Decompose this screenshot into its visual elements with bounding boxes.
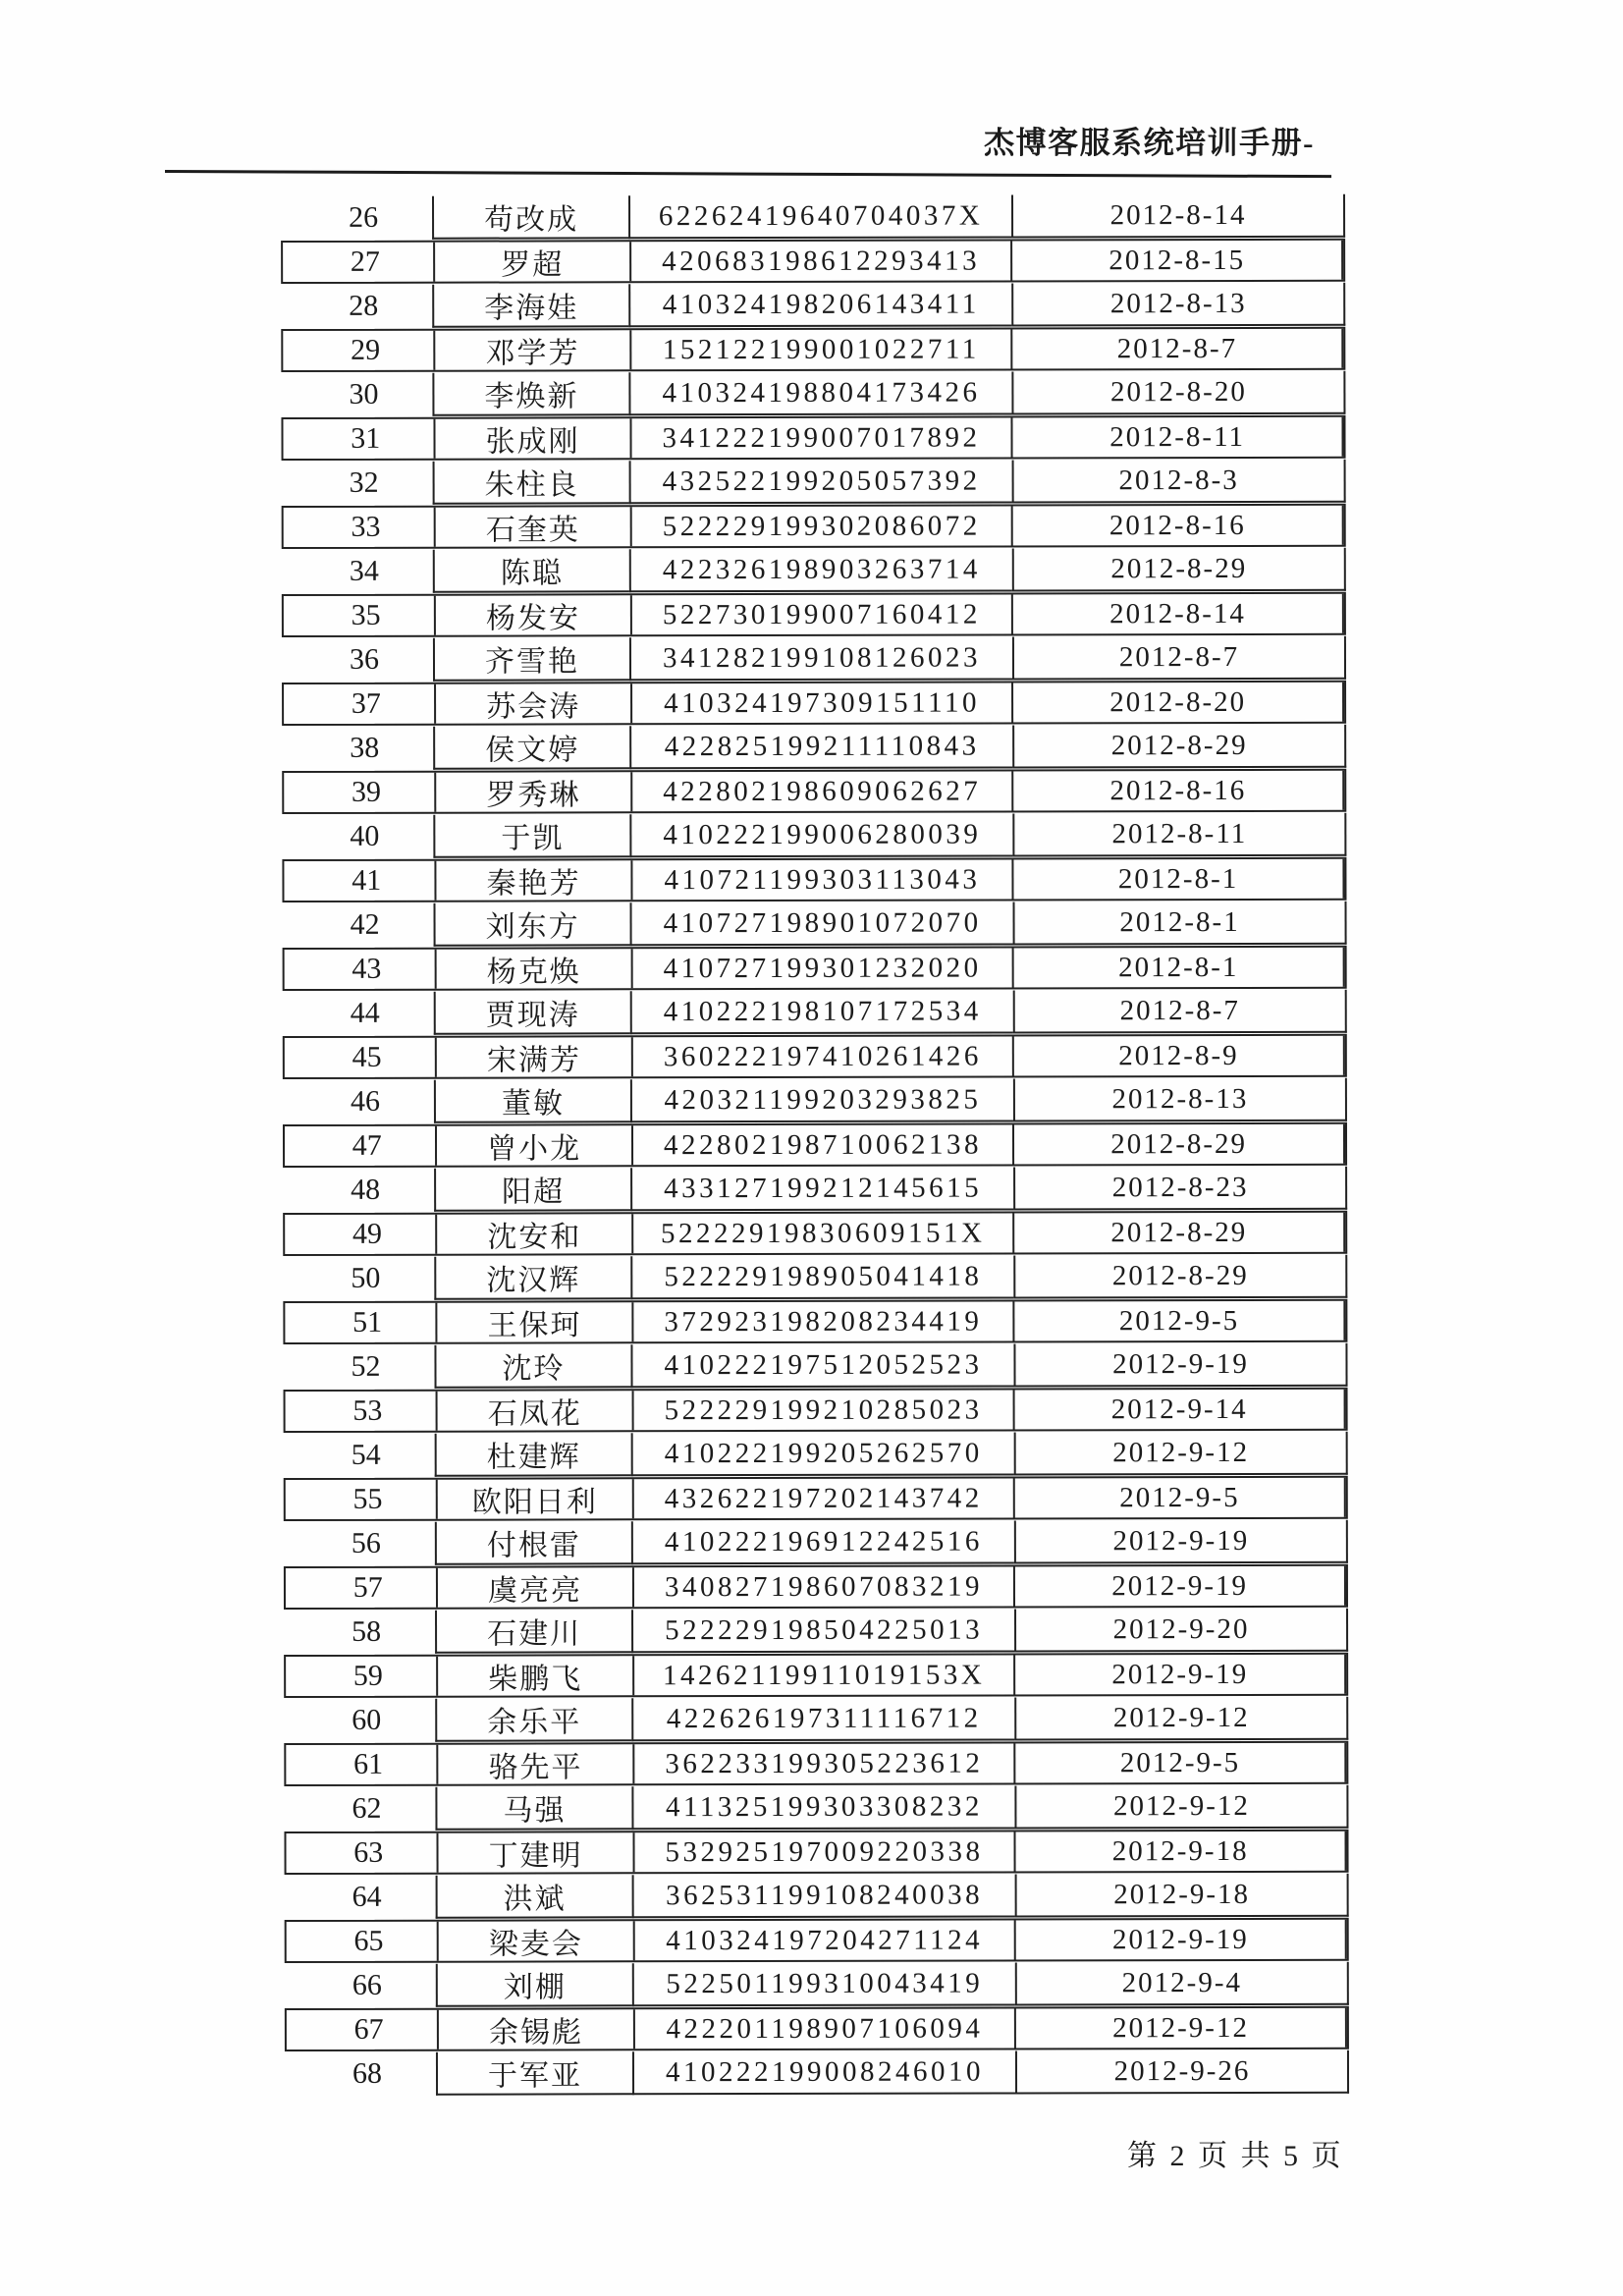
date-cell: 2012-8-14 [1011,594,1344,634]
table-row [296,460,1346,505]
date-cell: 2012-9-4 [1015,1962,1349,2006]
date-cell: 2012-9-19 [1014,1520,1348,1564]
name-cell: 洪斌 [436,1875,632,1918]
date-cell: 2012-9-12 [1014,1785,1348,1830]
date-cell: 2012-8-23 [1013,1167,1347,1211]
name-cell: 沈汉辉 [434,1256,630,1299]
row-number-cell: 42 [350,907,380,941]
id-number-cell: 522229198905041418 [630,1255,1013,1299]
id-number-cell: 362233199305223612 [632,1743,1014,1783]
row-number-cell: 63 [353,1835,384,1869]
id-number-cell: 341282199108126023 [629,636,1012,681]
table-row [283,1211,1347,1256]
name-cell: 石奎英 [434,507,629,546]
date-cell: 2012-9-19 [1013,1655,1346,1695]
date-cell: 2012-9-12 [1014,1432,1348,1476]
name-cell: 阳超 [434,1168,630,1211]
id-number-cell: 522229198504225013 [631,1609,1014,1653]
id-number-cell: 340827198607083219 [632,1566,1014,1607]
date-cell: 2012-9-19 [1013,1566,1346,1607]
table-row [298,1432,1348,1477]
name-cell: 余锡彪 [437,2009,632,2049]
table-row [285,1918,1349,1963]
table-row [285,2006,1349,2051]
date-cell: 2012-9-19 [1013,1343,1347,1388]
id-number-cell: 52222919830609151X [631,1213,1013,1253]
id-number-cell: 360222197410261426 [631,1036,1013,1076]
table-row [296,636,1346,682]
row-number-cell: 66 [352,1968,382,2001]
date-cell: 2012-8-16 [1011,771,1344,811]
table-row [298,2050,1349,2096]
row-number-cell: 45 [352,1040,382,1073]
name-cell: 苏会涛 [435,683,630,723]
row-number-cell: 53 [352,1394,383,1427]
name-cell: 贾现涛 [434,991,630,1034]
date-cell: 2012-8-20 [1011,683,1344,723]
table-row [297,902,1347,947]
name-cell: 宋满芳 [435,1037,630,1076]
name-cell: 刘棚 [436,1963,632,2006]
name-cell: 董敏 [434,1079,630,1122]
id-number-cell: 522730199007160412 [630,594,1012,634]
date-cell: 2012-8-7 [1012,636,1346,681]
row-number-cell: 38 [350,731,380,764]
date-cell: 2012-9-5 [1013,1478,1346,1518]
table-row [295,371,1345,416]
id-number-cell: 410324198206143411 [628,283,1011,327]
date-cell: 2012-9-18 [1014,1831,1347,1872]
name-cell: 李海娃 [432,284,628,327]
date-cell: 2012-9-5 [1013,1301,1346,1341]
date-cell: 2012-9-5 [1014,1743,1347,1783]
date-cell: 2012-8-11 [1011,417,1344,458]
name-cell: 张成刚 [434,418,629,458]
name-cell: 秦艳芳 [435,860,630,900]
table-row [281,327,1345,372]
row-number-cell: 54 [351,1438,381,1471]
date-cell: 2012-9-18 [1015,1874,1349,1918]
name-cell: 虞亮亮 [436,1567,631,1607]
table-row [281,415,1345,461]
date-cell: 2012-8-1 [1012,859,1345,900]
id-number-cell: 410727198901072070 [630,902,1013,946]
table-row [295,283,1345,328]
date-cell: 2012-8-29 [1012,1124,1345,1165]
date-cell: 2012-8-20 [1011,371,1345,415]
row-number-cell: 47 [352,1128,382,1162]
name-cell: 齐雪艳 [433,637,629,681]
row-number-cell: 36 [349,642,380,676]
date-cell: 2012-8-29 [1012,725,1346,769]
name-cell: 侯文婷 [433,726,629,769]
table-row [284,1830,1348,1875]
date-cell: 2012-8-13 [1011,283,1345,327]
date-cell: 2012-8-14 [1011,194,1345,239]
date-cell: 2012-8-1 [1013,902,1347,946]
table-row [297,1255,1347,1300]
name-cell: 马强 [435,1786,631,1830]
row-number-cell: 56 [351,1526,381,1559]
id-number-cell: 422825199211110843 [629,725,1012,769]
row-number-cell: 48 [351,1173,381,1206]
row-number-cell: 49 [352,1217,382,1250]
table-row [284,1388,1348,1433]
table-row [298,1962,1349,2007]
id-number-cell: 522501199310043419 [632,1962,1015,2006]
id-number-cell: 433127199212145615 [630,1167,1013,1211]
id-number-cell: 422201198907106094 [633,2008,1015,2049]
row-number-cell: 37 [351,686,381,720]
row-number-cell: 32 [349,465,379,499]
row-number-cell: 55 [352,1482,383,1515]
id-number-cell: 420683198612293413 [629,241,1011,281]
id-number-cell: 372923198208234419 [631,1301,1013,1341]
table-row [295,194,1345,240]
page-title: 杰博客服系统培训手册- [984,126,1315,160]
row-number-cell: 26 [349,200,379,234]
table-row [283,1299,1347,1344]
id-number-cell: 411325199303308232 [631,1785,1014,1830]
name-cell: 邓学芳 [434,330,629,369]
date-cell: 2012-8-29 [1012,1213,1345,1253]
table-row [298,1874,1349,1919]
row-number-cell: 34 [349,554,379,587]
date-cell: 2012-9-12 [1014,2008,1347,2049]
name-cell: 余乐平 [435,1698,631,1741]
date-cell: 2012-8-15 [1010,241,1343,281]
name-cell: 杜建辉 [435,1433,631,1476]
date-cell: 2012-8-7 [1013,990,1347,1034]
date-cell: 2012-8-16 [1011,506,1344,546]
date-cell: 2012-8-29 [1012,548,1346,592]
row-number-cell: 50 [351,1261,381,1294]
id-number-cell: 410324197204271124 [632,1920,1014,1960]
row-number-cell: 33 [351,510,381,543]
id-number-cell: 410324197309151110 [630,683,1012,723]
name-cell: 欧阳日利 [436,1479,631,1518]
id-number-cell: 410721199303113043 [630,859,1012,900]
row-number-cell: 51 [352,1305,383,1339]
table-row [296,725,1346,770]
id-number-cell: 532925197009220338 [632,1831,1014,1872]
id-number-cell: 410222196912242516 [631,1520,1014,1564]
name-cell: 李焕新 [432,372,628,415]
date-cell: 2012-9-19 [1014,1920,1347,1960]
row-number-cell: 30 [349,377,379,410]
table-row [297,1078,1347,1123]
name-cell: 石建川 [435,1610,631,1653]
id-number-cell: 410222198107172534 [630,990,1013,1034]
id-number-cell: 410222199008246010 [632,2050,1015,2095]
name-cell: 付根雷 [435,1521,631,1564]
row-number-cell: 64 [352,1880,382,1913]
table-row [282,504,1346,549]
name-cell: 柴鹏飞 [437,1656,632,1695]
id-number-cell: 62262419640704037X [628,194,1011,239]
date-cell: 2012-9-26 [1015,2050,1349,2095]
name-cell: 苟改成 [432,195,628,239]
row-number-cell: 43 [352,952,382,985]
id-number-cell: 362531199108240038 [632,1874,1015,1918]
row-number-cell: 44 [350,996,380,1029]
date-cell: 2012-8-29 [1013,1255,1347,1299]
id-number-cell: 410727199301232020 [630,948,1012,988]
table-row [284,1653,1348,1698]
date-cell: 2012-8-9 [1012,1036,1345,1076]
table-row [282,769,1346,814]
date-cell: 2012-8-3 [1012,460,1346,504]
header-divider [165,170,1331,178]
table-row [298,1609,1348,1654]
name-cell: 王保珂 [436,1302,631,1341]
table-row [298,1697,1348,1742]
date-cell: 2012-8-13 [1013,1078,1347,1122]
row-number-cell: 52 [351,1349,381,1383]
row-number-cell: 68 [352,2056,383,2090]
table-row [283,1122,1347,1168]
row-number-cell: 65 [353,1924,384,1957]
name-cell: 朱柱良 [433,461,629,504]
row-number-cell: 60 [352,1703,382,1736]
date-cell: 2012-8-1 [1012,948,1345,988]
date-cell: 2012-8-7 [1011,329,1344,369]
personnel-table [295,194,1349,2096]
name-cell: 骆先平 [437,1744,632,1783]
id-number-cell: 522229199302086072 [629,506,1011,546]
page-number: 第 2 页 共 5 页 [1127,2140,1344,2172]
id-number-cell: 152122199001022711 [629,329,1011,369]
table-row [284,1476,1348,1521]
id-number-cell: 14262119911019153X [632,1655,1014,1695]
table-row [281,239,1345,284]
table-row [298,1520,1348,1565]
row-number-cell: 41 [352,863,382,897]
date-cell: 2012-8-11 [1012,813,1346,857]
name-cell: 陈聪 [433,549,629,592]
row-number-cell: 57 [352,1570,383,1604]
name-cell: 杨克焕 [435,949,630,988]
table-row [284,1564,1348,1610]
date-cell: 2012-9-14 [1013,1390,1346,1430]
id-number-cell: 420321199203293825 [630,1078,1013,1122]
row-number-cell: 35 [351,598,381,631]
row-number-cell: 58 [352,1614,382,1648]
name-cell: 沈安和 [436,1214,631,1253]
name-cell: 罗超 [434,242,629,281]
id-number-cell: 341222199007017892 [629,417,1011,458]
row-number-cell: 28 [349,289,379,322]
name-cell: 于军亚 [436,2051,632,2095]
table-row [282,681,1346,726]
row-number-cell: 67 [353,2012,384,2046]
id-number-cell: 432522199205057392 [629,460,1012,504]
name-cell: 杨发安 [434,595,629,634]
row-number-cell: 39 [351,775,382,808]
table-row [297,1343,1347,1389]
name-cell: 刘东方 [434,902,630,946]
id-number-cell: 410324198804173426 [628,371,1011,415]
name-cell: 沈玲 [434,1344,630,1388]
name-cell: 丁建明 [437,1832,632,1872]
table-row [297,990,1347,1035]
id-number-cell: 410222197512052523 [630,1343,1013,1388]
table-row [282,592,1346,637]
table-row [284,1741,1348,1786]
table-row [298,1785,1348,1831]
name-cell: 梁麦会 [437,1921,632,1960]
table-row [296,813,1346,858]
row-number-cell: 59 [352,1659,383,1692]
name-cell: 罗秀琳 [435,772,630,811]
row-number-cell: 62 [352,1791,382,1825]
row-number-cell: 27 [350,245,380,278]
name-cell: 曾小龙 [435,1125,630,1165]
id-number-cell: 410222199205262570 [631,1432,1014,1476]
table-row [297,1167,1347,1212]
row-number-cell: 61 [353,1747,384,1780]
id-number-cell: 422626197311116712 [631,1697,1014,1741]
name-cell: 于凯 [433,814,629,857]
row-number-cell: 46 [350,1084,380,1118]
table-row [283,1034,1347,1079]
row-number-cell: 31 [351,421,381,455]
id-number-cell: 422802198609062627 [630,771,1012,811]
id-number-cell: 522229199210285023 [631,1390,1013,1430]
table-row [283,946,1347,991]
name-cell: 石凤花 [436,1391,631,1430]
table-row [296,548,1346,593]
id-number-cell: 422802198710062138 [631,1124,1013,1165]
id-number-cell: 422326198903263714 [629,548,1012,592]
table-row [282,857,1346,902]
row-number-cell: 40 [350,819,380,852]
id-number-cell: 432622197202143742 [631,1478,1013,1518]
id-number-cell: 410222199006280039 [629,813,1012,857]
row-number-cell: 29 [351,333,381,366]
date-cell: 2012-9-20 [1014,1609,1348,1653]
date-cell: 2012-9-12 [1014,1697,1348,1741]
